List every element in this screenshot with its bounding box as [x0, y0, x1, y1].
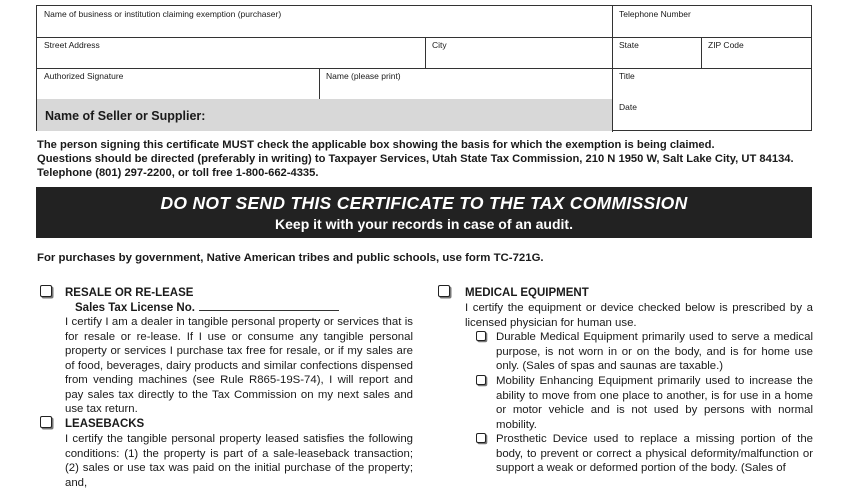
- banner-title: DO NOT SEND THIS CERTIFICATE TO THE TAX COMMISSION: [160, 193, 688, 213]
- purchaser-info-table: [36, 5, 812, 131]
- prosthetic-device-checkbox[interactable]: [476, 433, 486, 443]
- medical-equipment-intro: I certify the equipment or device checked below is prescribed by a licensed physician for human use.: [465, 302, 813, 329]
- durable-medical-checkbox[interactable]: [476, 331, 486, 341]
- seller-name-label: Name of Seller or Supplier:: [45, 109, 206, 123]
- authorized-signature-field[interactable]: [37, 68, 319, 99]
- city-field[interactable]: [425, 37, 612, 68]
- medical-equipment-heading: MEDICAL EQUIPMENT: [465, 287, 589, 299]
- mobility-enhancing-text: Mobility Enhancing Equipment primarily used to increase the ability to move from one place to another, is for use in a home or motor vehicle and is not used by persons with normal mobility.: [496, 375, 813, 431]
- purchaser-name-label: Name of business or institution claiming exemption (purchaser): [44, 9, 282, 19]
- zip-code-field[interactable]: [701, 37, 812, 68]
- sales-tax-license-input[interactable]: [199, 301, 339, 311]
- durable-medical-text: Durable Medical Equipment primarily used to serve a medical purpose, is not worn in or on the body, and is for home use only. (Sales of spas and saunas are taxable.): [496, 331, 813, 372]
- title-field[interactable]: [612, 68, 812, 99]
- telephone-field[interactable]: [612, 6, 812, 37]
- leasebacks-heading: LEASEBACKS: [65, 418, 145, 430]
- banner-subtitle: Keep it with your records in case of an audit.: [275, 216, 573, 232]
- state-label: State: [619, 40, 639, 50]
- mobility-enhancing-checkbox[interactable]: [476, 375, 486, 385]
- street-address-field[interactable]: [37, 37, 425, 68]
- government-note: For purchases by government, Native American tribes and public schools, use form TC-721G.: [37, 252, 544, 264]
- print-name-field[interactable]: [319, 68, 612, 99]
- resale-heading: RESALE OR RE-LEASE: [65, 287, 194, 299]
- state-field[interactable]: [612, 37, 701, 68]
- sales-tax-license-label: Sales Tax License No.: [75, 302, 195, 314]
- print-name-label: Name (please print): [326, 71, 401, 81]
- resale-text: I certify I am a dealer in tangible personal property or services that is for resale or re-lease. If I use or consume any tangible personal property or services I purchase tax free for resale, or if my sales are of food, beverages, dairy products and similar confections dispensed from vending machines (see Rule R865-19S-74), I will report and pay sales tax directly to the Tax Commission on my next sales and use tax return.: [65, 316, 413, 415]
- sales-tax-license-row: [75, 301, 339, 314]
- authorized-signature-label: Authorized Signature: [44, 71, 124, 81]
- instructions: [37, 138, 827, 180]
- title-label: Title: [619, 71, 635, 81]
- instructions-line: Telephone (801) 297-2200, or toll free 1-800-662-4335.: [37, 167, 319, 179]
- instructions-line: Questions should be directed (preferably in writing) to Taxpayer Services, Utah State Tax Commission, 210 N 1950 W, Salt Lake City, UT 84134.: [37, 153, 794, 165]
- street-address-label: Street Address: [44, 40, 100, 50]
- telephone-label: Telephone Number: [619, 9, 691, 19]
- warning-banner: [36, 187, 812, 238]
- purchaser-name-field[interactable]: [37, 6, 612, 37]
- date-field[interactable]: [612, 99, 812, 131]
- date-label: Date: [619, 102, 637, 112]
- prosthetic-device-text: Prosthetic Device used to replace a missing portion of the body, to prevent or correct a physical deformity/malfunction or support a weak or deformed portion of the body. (Sales of: [496, 433, 813, 474]
- city-label: City: [432, 40, 447, 50]
- zip-code-label: ZIP Code: [708, 40, 744, 50]
- instructions-line: The person signing this certificate MUST check the applicable box showing the basis for which the exemption is being claimed.: [37, 139, 715, 151]
- resale-checkbox[interactable]: [40, 285, 52, 297]
- leasebacks-checkbox[interactable]: [40, 416, 52, 428]
- seller-name-field[interactable]: [37, 99, 612, 131]
- medical-equipment-checkbox[interactable]: [438, 285, 450, 297]
- leasebacks-text: I certify the tangible personal property leased satisfies the following conditions: (1) the property is part of a sale-leaseback transaction; (2) sales or use tax was paid on the initial purchase of the property; and,: [65, 433, 413, 489]
